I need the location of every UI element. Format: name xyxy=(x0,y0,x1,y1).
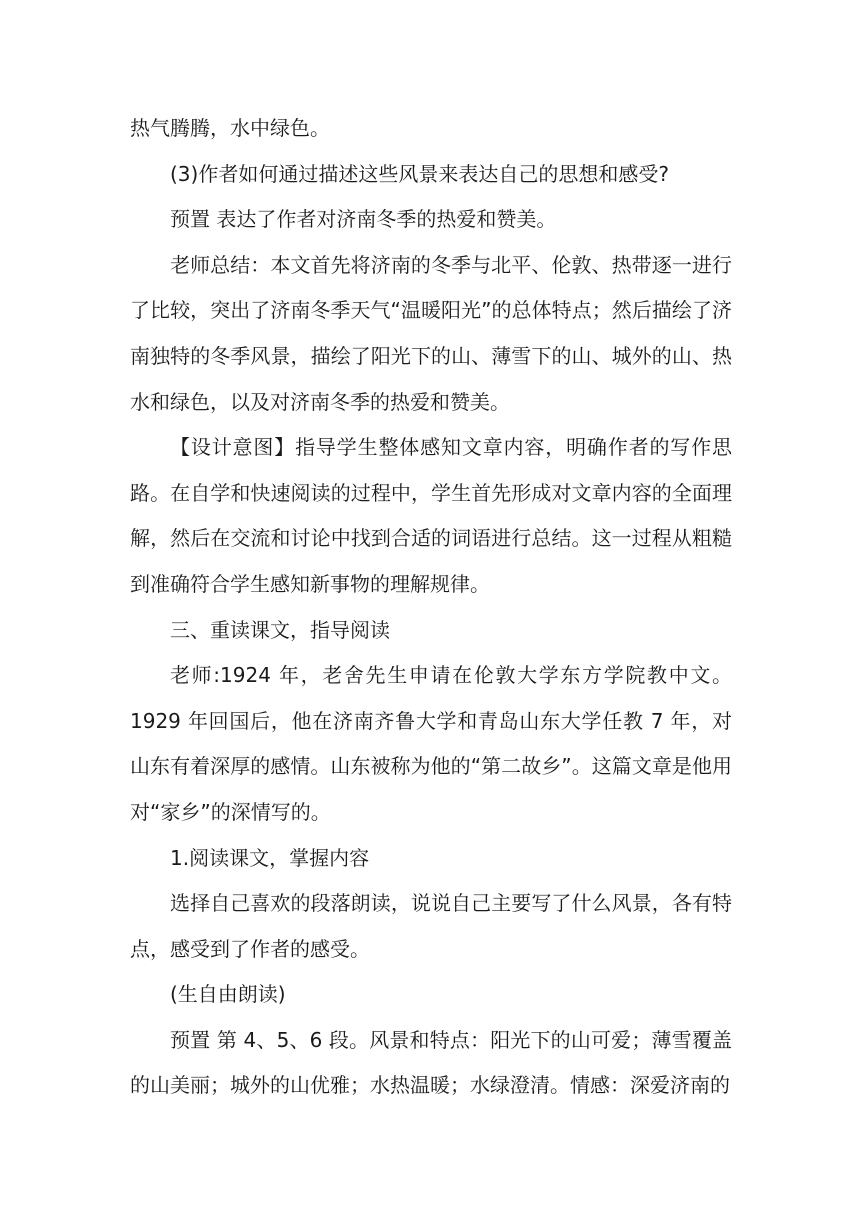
subheading-read-text: 1.阅读课文，掌握内容 xyxy=(170,845,370,870)
paragraph-reading-task: 选择自己喜欢的段落朗读，说说自己主要写了什么风景，各有特点，感受到了作者的感受。 xyxy=(130,891,732,961)
section-heading-reread: 三、重读课文，指导阅读 xyxy=(170,617,390,642)
paragraph-design-intent: 【设计意图】指导学生整体感知文章内容，明确作者的写作思路。在自学和快速阅读的过程中，学生首先形成对文章内容的全面理解，然后在交流和讨论中找到合适的词语进行总结。这一过程从粗糙到准确符合学生感知新事物的理解规律。 xyxy=(130,435,732,596)
paragraph-free-reading: (生自由朗读) xyxy=(170,982,286,1007)
body-text xyxy=(130,106,732,1109)
paragraph-question-3: (3)作者如何通过描述这些风景来表达自己的思想和感受? xyxy=(170,161,669,186)
paragraph-preset-answer: 预置 表达了作者对济南冬季的热爱和赞美。 xyxy=(170,207,557,232)
paragraph-teacher-summary: 老师总结：本文首先将济南的冬季与北平、伦敦、热带逐一进行了比较，突出了济南冬季天气“温暖阳光”的总体特点；然后描绘了济南独特的冬季风景，描绘了阳光下的山、薄雪下的山、城外的山、热水和绿色，以及对济南冬季的热爱和赞美。 xyxy=(130,252,732,414)
paragraph-preset-scenery: 预置 第 4、5、6 段。风景和特点：阳光下的山可爱；薄雪覆盖的山美丽；城外的山优雅；水热温暖；水绿澄清。情感：深爱济南的 xyxy=(130,1027,732,1098)
paragraph-teacher-background: 老师:1924 年，老舍先生申请在伦敦大学东方学院教中文。 1929 年回国后，他在济南齐鲁大学和青岛山东大学任教 7 年，对山东有着深厚的感情。山东被称为他的“第二故乡”。这篇文章是他用对“家乡”的深情写的。 xyxy=(130,663,732,824)
paragraph-continuation: 热气腾腾，水中绿色。 xyxy=(130,116,330,140)
